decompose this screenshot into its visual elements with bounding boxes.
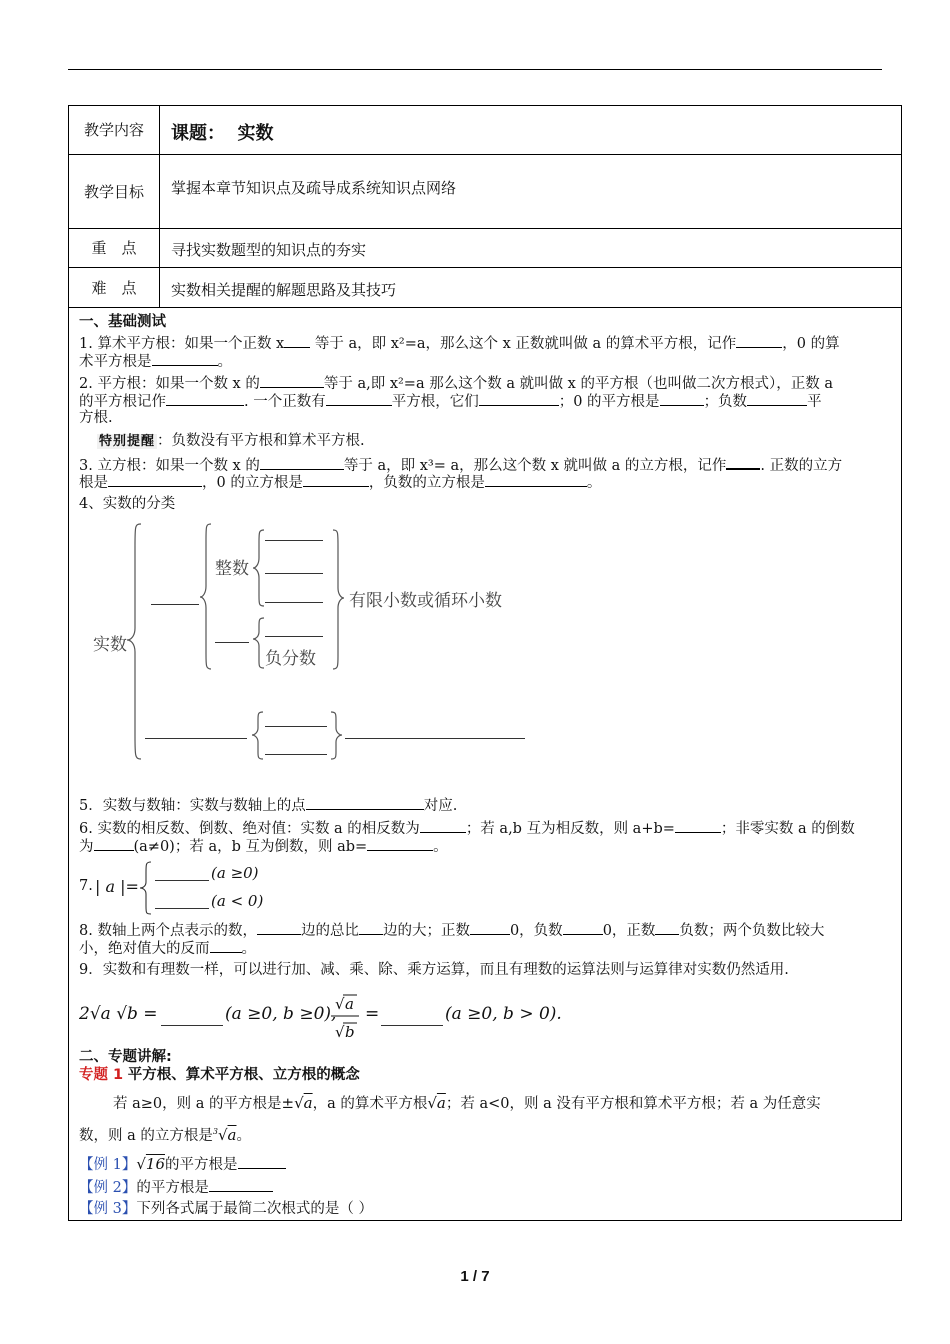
blank bbox=[303, 472, 369, 487]
item8-line2: 小，绝对值大的反而 。 bbox=[79, 938, 256, 958]
example3-label: 【例 3】 bbox=[79, 1201, 137, 1217]
item6-line1: 6. 实数的相反数、倒数、绝对值：实数 a 的相反数为 ；若 a,b 互为相反数，则 a+b= ；非零实数 a 的倒数 bbox=[79, 818, 855, 838]
example2-label: 【例 2】 bbox=[79, 1180, 137, 1196]
lesson-title: 课题： 实数 bbox=[171, 123, 274, 144]
blank bbox=[326, 391, 392, 406]
blank bbox=[155, 880, 209, 881]
blank bbox=[108, 472, 202, 487]
diagram-blank-fraction bbox=[215, 642, 249, 643]
diagram-blank-irrational bbox=[145, 738, 247, 739]
diagram-blank bbox=[265, 602, 323, 603]
example3: 【例 3】下列各式属于最简二次根式的是（ ） bbox=[79, 1201, 373, 1217]
formula-cond1: (a ≥0, b ≥0), bbox=[225, 1004, 337, 1024]
blank bbox=[306, 795, 424, 810]
blank bbox=[209, 1177, 273, 1192]
topic1-label: 专题 1 bbox=[79, 1067, 124, 1083]
diagram-braces bbox=[69, 516, 589, 771]
diagram-finite-label: 有限小数或循环小数 bbox=[349, 591, 502, 611]
blank bbox=[479, 391, 559, 406]
difficulty-text: 实数相关提醒的解题思路及其技巧 bbox=[171, 281, 397, 299]
blank bbox=[660, 391, 704, 406]
special-note-stamp: 特别提醒 bbox=[99, 434, 156, 449]
header-row-key bbox=[69, 229, 901, 268]
blank bbox=[747, 391, 807, 406]
item2-line3: 方根. bbox=[79, 410, 113, 426]
row-label-difficulty: 难 点 bbox=[69, 268, 160, 307]
item3-line2: 根是 ，0 的立方根是 ，负数的立方根是 。 bbox=[79, 472, 601, 492]
blank bbox=[655, 920, 679, 935]
goal-text: 掌握本章节知识点及疏导成系统知识点网络 bbox=[171, 179, 457, 197]
blank bbox=[257, 920, 301, 935]
sqrt-16: √16 bbox=[136, 1155, 165, 1173]
blank bbox=[675, 818, 721, 833]
svg-text:a: a bbox=[345, 995, 354, 1013]
item7-number: 7. bbox=[79, 878, 93, 894]
svg-text:√: √ bbox=[335, 1023, 345, 1041]
section1-title: 一、基础测试 bbox=[79, 314, 166, 330]
blank bbox=[152, 351, 218, 366]
blank bbox=[155, 908, 209, 909]
svg-text:b: b bbox=[345, 1023, 355, 1041]
diagram-root-label: 实数 bbox=[93, 635, 127, 655]
key-text: 寻找实数题型的知识点的夯实 bbox=[171, 241, 367, 259]
blank bbox=[736, 333, 782, 348]
diagram-blank bbox=[265, 573, 323, 574]
item3-line1: 3. 立方根：如果一个数 x 的 等于 a，即 x³= a，那么这个数 x 就叫做 a 的立方根，记作 . 正数的立方 bbox=[79, 454, 842, 475]
diagram-blank-infinite bbox=[345, 738, 525, 739]
blank bbox=[563, 920, 603, 935]
classification-diagram bbox=[69, 516, 589, 771]
blank bbox=[210, 938, 242, 953]
blank bbox=[284, 333, 310, 348]
diagram-negfrac-label: 负分数 bbox=[265, 649, 316, 669]
item7-brace bbox=[137, 858, 157, 918]
formula-cond2: (a ≥0, b > 0). bbox=[445, 1004, 562, 1024]
row-label-key: 重 点 bbox=[69, 229, 160, 267]
sqrt-a: √a bbox=[427, 1094, 446, 1112]
header-row-difficulty bbox=[69, 268, 901, 308]
example1: 【例 1】√16的平方根是 bbox=[79, 1154, 286, 1174]
diagram-integer-label: 整数 bbox=[215, 559, 249, 579]
top-rule bbox=[68, 69, 882, 70]
blank bbox=[470, 920, 510, 935]
blank bbox=[260, 373, 324, 388]
blank bbox=[260, 455, 344, 470]
example1-label: 【例 1】 bbox=[79, 1157, 137, 1173]
row-label-content: 教学内容 bbox=[69, 106, 160, 154]
blank bbox=[381, 1025, 443, 1026]
blank bbox=[94, 836, 134, 851]
header-row-content bbox=[69, 106, 901, 155]
item1-line2: 术平方根是 。 bbox=[79, 351, 232, 371]
item9: 9．实数和有理数一样，可以进行加、减、乘、除、乘方运算，而且有理数的运算法则与运算律对实数仍然适用. bbox=[79, 962, 789, 978]
item9-formula bbox=[79, 987, 599, 1043]
section2-title: 二、专题讲解: bbox=[79, 1049, 172, 1065]
blank bbox=[726, 454, 760, 470]
formula-eq: = bbox=[365, 1004, 380, 1024]
blank bbox=[485, 472, 587, 487]
formula-left: 2√a √b = bbox=[79, 1004, 158, 1024]
blank bbox=[359, 920, 383, 935]
blank bbox=[166, 391, 244, 406]
blank bbox=[420, 818, 466, 833]
item6-line2: 为 (a≠0)；若 a，b 互为倒数，则 ab= 。 bbox=[79, 836, 448, 856]
item8-line1: 8. 数轴上两个点表示的数， 边的总比 边的大；正数 0，负数 0，正数 负数；两个负数比较大 bbox=[79, 920, 824, 940]
item2-line2: 的平方根记作 . 一个正数有 平方根，它们 ；0 的平方根是 ；负数 平 bbox=[79, 391, 822, 411]
header-row-goal bbox=[69, 155, 901, 229]
topic1-paragraph-line1: 若 a≥0，则 a 的平方根是±√a，a 的算术平方根√a；若 a<0，则 a 没有平方根和算术平方根；若 a 为任意实 bbox=[113, 1094, 821, 1112]
topic1-title: 平方根、算术平方根、立方根的概念 bbox=[127, 1067, 360, 1083]
blank bbox=[238, 1154, 286, 1169]
diagram-blank bbox=[265, 540, 323, 541]
item7-absolute-value bbox=[79, 858, 339, 918]
item4-title: 4、实数的分类 bbox=[79, 496, 176, 512]
topic1-paragraph-line2: 数，则 a 的立方根是$^3$√a。 bbox=[79, 1126, 251, 1144]
item7-case2: (a < 0) bbox=[211, 892, 264, 910]
diagram-blank-rational bbox=[151, 604, 199, 605]
topic1-header bbox=[79, 1066, 360, 1084]
item7-abs-expr: | a |= bbox=[95, 877, 139, 896]
special-note: 特别提醒 ：负数没有平方根和算术平方根. bbox=[99, 433, 365, 449]
plus-minus-sqrt-a: ±√a bbox=[281, 1094, 313, 1112]
page-number: 1 / 7 bbox=[460, 1268, 490, 1285]
item2-line1: 2. 平方根：如果一个数 x 的 等于 a,即 x²=a 那么这个数 a 就叫做 x 的平方根（也叫做二次方根式），正数 a bbox=[79, 373, 833, 393]
svg-text:√: √ bbox=[335, 995, 345, 1013]
example2: 【例 2】的平方根是 bbox=[79, 1177, 273, 1197]
diagram-blank bbox=[265, 636, 323, 637]
blank bbox=[161, 1025, 223, 1026]
row-label-goal: 教学目标 bbox=[69, 155, 160, 228]
formula-fraction bbox=[329, 987, 369, 1043]
diagram-blank bbox=[265, 726, 327, 727]
cube-root-a: $^3$√a bbox=[212, 1126, 237, 1144]
diagram-blank bbox=[265, 754, 327, 755]
item7-case1: (a ≥0) bbox=[211, 864, 259, 882]
item5: 5．实数与数轴：实数与数轴上的点 对应. bbox=[79, 795, 457, 815]
blank bbox=[367, 836, 433, 851]
item1-line1: 1. 算术平方根：如果一个正数 x 等于 a，即 x²=a，那么这个 x 正数就叫做 a 的算术平方根，记作 ，0 的算 bbox=[79, 333, 840, 353]
lesson-table bbox=[68, 105, 902, 1221]
